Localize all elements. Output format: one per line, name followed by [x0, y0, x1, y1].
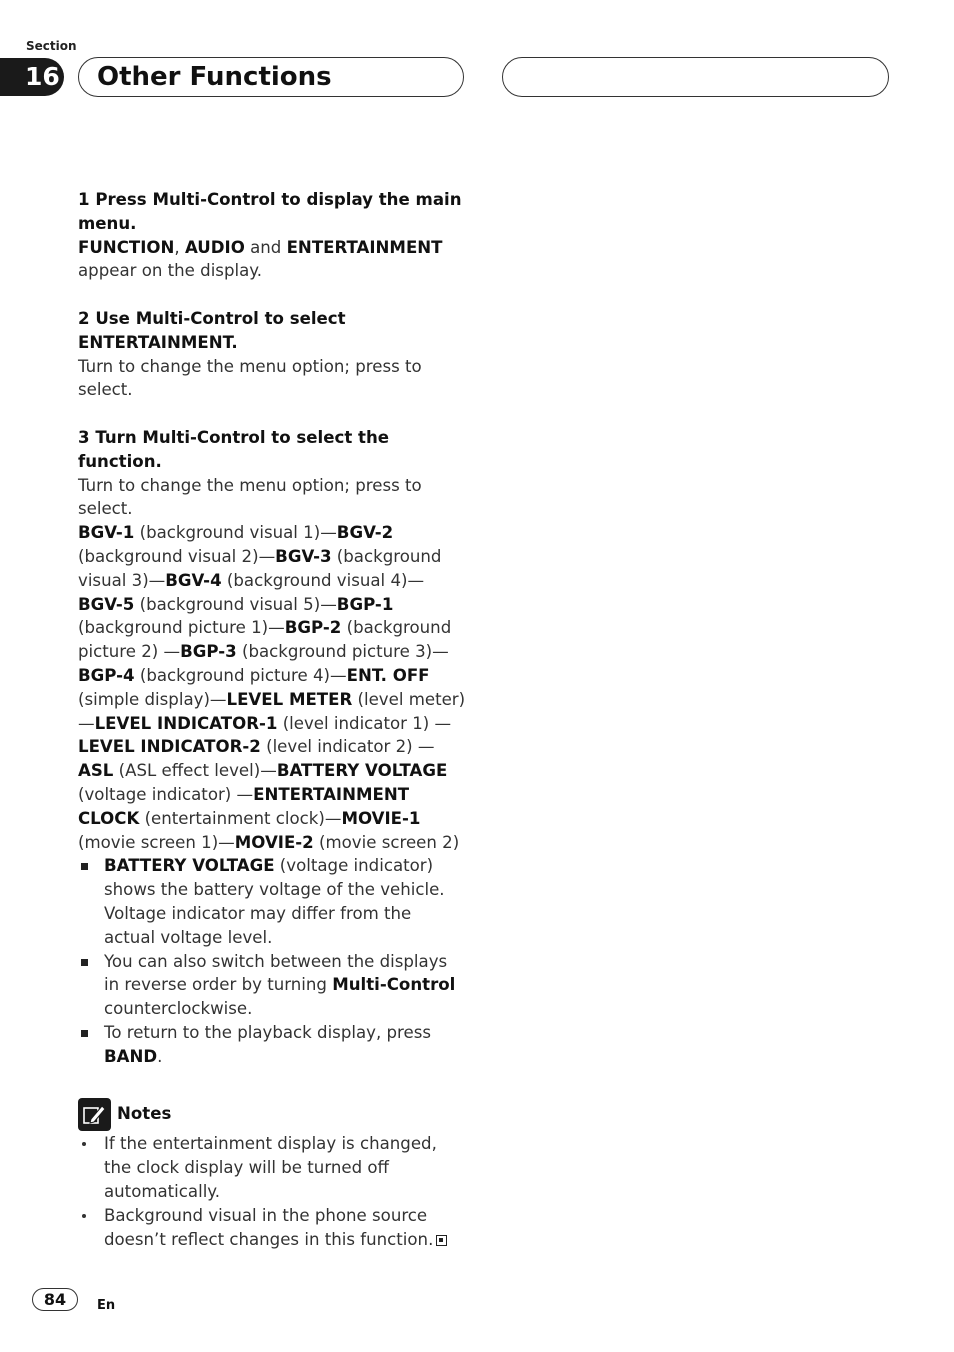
step-1-tail: appear on the display.	[78, 261, 262, 281]
pencil-note-icon	[78, 1098, 111, 1131]
tip-reverse-order	[78, 950, 466, 1021]
function-desc: (ASL effect level)—	[113, 761, 277, 781]
separator: ,	[174, 237, 185, 257]
function-name: BATTERY VOLTAGE	[276, 761, 448, 781]
step-1-heading: 1 Press Multi-Control to display the main menu.	[78, 190, 462, 233]
square-bullet-icon	[81, 959, 88, 966]
function-desc: (movie screen 2)	[313, 832, 460, 852]
step-1-body	[78, 236, 466, 284]
entertainment-keyword: ENTERTAINMENT	[286, 237, 443, 257]
function-name: LEVEL INDICATOR-2	[78, 737, 261, 757]
note-text: If the entertainment display is changed, the clock display will be turned off automatically.	[104, 1134, 437, 1202]
notes-header	[78, 1098, 466, 1132]
square-bullet-icon	[81, 1030, 88, 1037]
function-name: BGV-3	[275, 546, 332, 566]
audio-keyword: AUDIO	[184, 237, 245, 257]
tip-keyword: BATTERY VOLTAGE	[104, 856, 275, 876]
section-number-badge: 16	[0, 58, 64, 96]
tip-battery-voltage	[78, 854, 466, 949]
bullet-dot-icon	[82, 1214, 86, 1218]
tip-text: You can also switch between the displays in reverse order by turning	[104, 951, 448, 995]
function-desc: (level indicator 2) —	[260, 737, 435, 757]
function-name: LEVEL INDICATOR-1	[94, 713, 278, 733]
function-desc: (simple display)—	[78, 689, 227, 709]
function-list	[78, 521, 466, 854]
function-desc: (entertainment clock)—	[139, 808, 342, 828]
function-name: MOVIE-1	[341, 808, 421, 828]
notes-label: Notes	[117, 1104, 172, 1124]
step-3-body: Turn to change the menu option; press to select.	[78, 475, 422, 519]
square-bullet-icon	[81, 863, 88, 870]
function-name: ENTERTAINMENT CLOCK	[78, 784, 410, 828]
tip-text: (voltage indicator) shows the battery voltage of the vehicle. Voltage indicator may differ from the actual voltage level.	[104, 856, 445, 947]
tip-text: counterclockwise.	[104, 999, 253, 1019]
function-name: MOVIE-2	[234, 832, 314, 852]
function-desc: (background visual 4)—	[221, 570, 425, 590]
function-desc: (level indicator 1) —	[277, 713, 452, 733]
page-number: 84	[32, 1288, 78, 1311]
function-name: BGP-1	[336, 594, 394, 614]
function-name: BGV-4	[165, 570, 222, 590]
function-name: ASL	[78, 761, 114, 781]
step-2-heading: 2 Use Multi-Control to select ENTERTAINMENT.	[78, 308, 346, 352]
note-text: Background visual in the phone source doesn’t reflect changes in this function.	[104, 1205, 434, 1249]
section-label: Section	[26, 39, 77, 53]
step-2-body: Turn to change the menu option; press to select.	[78, 356, 422, 400]
tip-text: To return to the playback display, press	[104, 1022, 431, 1042]
function-name: BGV-2	[336, 523, 394, 543]
function-desc: (background picture 3)—	[236, 642, 449, 662]
page-title: Other Functions	[97, 62, 332, 92]
language-label: En	[97, 1298, 116, 1313]
separator: and	[244, 237, 287, 257]
note-item	[78, 1132, 466, 1203]
tip-keyword: Multi-Control	[332, 975, 456, 995]
main-content	[78, 188, 466, 1251]
tip-text: .	[157, 1046, 163, 1066]
function-keyword: FUNCTION	[78, 237, 175, 257]
function-name: BGP-4	[78, 665, 135, 685]
step-3-heading: 3 Turn Multi-Control to select the function.	[78, 427, 390, 471]
tip-return-playback	[78, 1021, 466, 1069]
function-name: BGV-5	[78, 594, 135, 614]
function-desc: (background picture 1)—	[78, 618, 285, 638]
function-desc: (level meter) —	[78, 689, 466, 733]
header-right-frame	[502, 57, 889, 97]
tip-keyword: BAND	[104, 1046, 158, 1066]
function-desc: (background visual 1)—	[134, 523, 337, 543]
function-name: BGP-2	[284, 618, 342, 638]
function-desc: (background visual 2)—	[78, 546, 276, 566]
note-item	[78, 1204, 466, 1252]
function-name: ENT. OFF	[346, 665, 430, 685]
function-desc: (voltage indicator) —	[78, 784, 254, 804]
end-mark-icon	[436, 1235, 447, 1246]
function-desc: (background picture 2) —	[78, 618, 452, 662]
function-desc: (background visual 5)—	[134, 594, 337, 614]
function-desc: (background visual 3)—	[78, 546, 442, 590]
function-name: BGV-1	[78, 523, 135, 543]
function-desc: (movie screen 1)—	[78, 832, 235, 852]
function-name: LEVEL METER	[226, 689, 353, 709]
function-name: BGP-3	[180, 642, 237, 662]
function-desc: (background picture 4)—	[134, 665, 347, 685]
bullet-dot-icon	[82, 1142, 86, 1146]
